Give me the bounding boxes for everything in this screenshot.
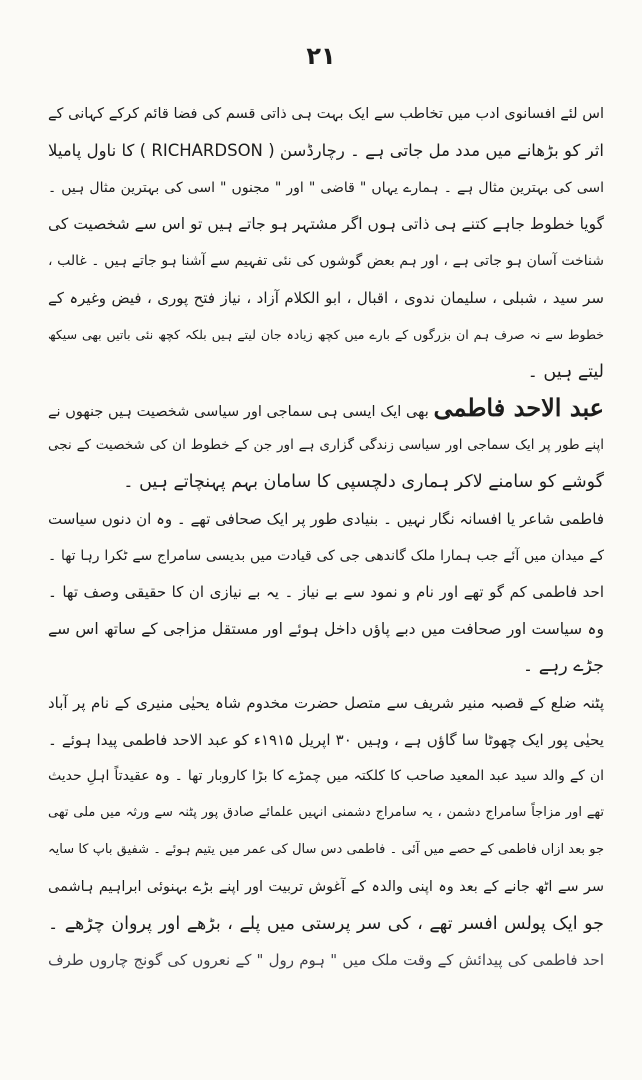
text-line: فاطمی شاعر یا افسانہ نگار نہیں ۔ بنیادی طور پر ایک صحافی تھے ۔ وہ ان دنوں سیاست — [48, 509, 604, 528]
text-line: سر سید ، شبلی ، سلیمان ندوی ، اقبال ، ابو الکلام آزاد ، نیاز فتح پوری ، فیض وغیرہ کے — [48, 288, 604, 307]
text-line: جو بعد ازاں فاطمی کے حصے میں آئی ۔ فاطمی دس سال کی عمر میں یتیم ہوئے ۔ شفیق باپ کا سایہ — [48, 841, 604, 857]
text-line: جڑے رہے ۔ — [522, 655, 604, 676]
text-line — [48, 390, 604, 427]
text-line: پٹنہ ضلع کے قصبہ منیر شریف سے متصل حضرت مخدوم شاہ یحیٰی منیری کے نام پر آباد — [48, 693, 604, 712]
text-line: وہ سیاست اور صحافت میں دبے پاؤں داخل ہوئے اور مستقل مزاجی کے ساتھ اس سے — [48, 620, 604, 639]
text-line: اثر کو بڑھانے میں مدد مل جاتی ہے ۔ رچارڈسن ( RICHARDSON ) کا ناول پامیلا — [48, 140, 604, 160]
text-line: یحیٰی پور ایک چھوٹا سا گاؤں ہے ، وہیں ۳۰ اپریل ۱۹۱۵ء کو عبد الاحد فاطمی پیدا ہوئے ۔ — [48, 730, 604, 749]
heading-line-text: بھی ایک ایسی ہی سماجی اور سیاسی شخصیت ہیں جنھوں نے — [48, 404, 429, 421]
text-line: اپنے طور پر ایک سماجی اور سیاسی زندگی گزاری ہے اور جن کے خطوط ان کی شخصیت کے نجی — [48, 437, 604, 454]
text-line: جو ایک پولس افسر تھے ، کی سر پرستی میں پلے ، بڑھے اور پروان چڑھے ۔ — [48, 913, 604, 934]
page-number: ۲۱ — [306, 42, 336, 70]
text-line: اس لئے افسانوی ادب میں تخاطب سے ایک بہت ہی ذاتی قسم کی فضا قائم کرکے کہانی کے — [48, 106, 604, 122]
text-line: تھے اور مزاجاً سامراج دشمن ، یہ سامراج دشمنی انہیں علمائے صادق پور پٹنہ سے ورثہ میں ملی تھی — [48, 805, 604, 821]
text-line: لیتے ہیں ۔ — [527, 361, 604, 382]
text-line: خطوط سے نہ صرف ہم ان بزرگوں کے بارے میں کچھ زیادہ جان لیتے ہیں بلکہ کچھ نئی باتیں بھی سیکھ — [48, 326, 604, 342]
text-line: اسی کی بہترین مثال ہے ۔ ہمارے یہاں " قاضی " اور " مجنوں " اسی کی بہترین مثال ہیں ۔ — [48, 179, 604, 196]
person-name-heading: عبد الاحد فاطمی — [433, 393, 604, 423]
body-text — [48, 96, 604, 979]
text-line: احد فاطمی کی پیدائش کے وقت ملک میں " ہوم رول " کے نعروں کی گونج چاروں طرف — [48, 951, 604, 970]
text-line: گویا خطوط جاہے کتنے ہی ذاتی ہوں اگر مشتہر ہو جاتے ہیں تو اس سے شخصیت کی — [48, 215, 604, 234]
text-line: احد فاطمی کم گو تھے اور نام و نمود سے بے نیاز ۔ یہ بے نیازی ان کا حقیقی وصف تھا ۔ — [48, 583, 604, 602]
text-line: سر سے اٹھ جانے کے بعد وہ اپنی والدہ کے آغوش تربیت اور اپنے بڑے بہنوئی ابراہیم ہاشمی — [48, 878, 604, 895]
text-line: شناخت آسان ہو جاتی ہے ، اور ہم بعض گوشوں کی نئی تفہیم سے آشنا ہو جاتے ہیں ۔ غالب ، — [48, 253, 604, 270]
text-line: کے میدان میں آئے جب ہمارا ملک گاندھی جی کی قیادت میں بدیسی سامراج سے ٹکرا رہا تھا ۔ — [48, 547, 604, 564]
text-line: گوشے کو سامنے لاکر ہماری دلچسپی کا سامان بہم پہنچاتے ہیں ۔ — [123, 471, 604, 492]
text-line: ان کے والد سید عبد المعید صاحب کا کلکتہ میں چمڑے کا بڑا کاروبار تھا ۔ وہ عقیدتاً اہلِ حدیث — [48, 768, 604, 785]
